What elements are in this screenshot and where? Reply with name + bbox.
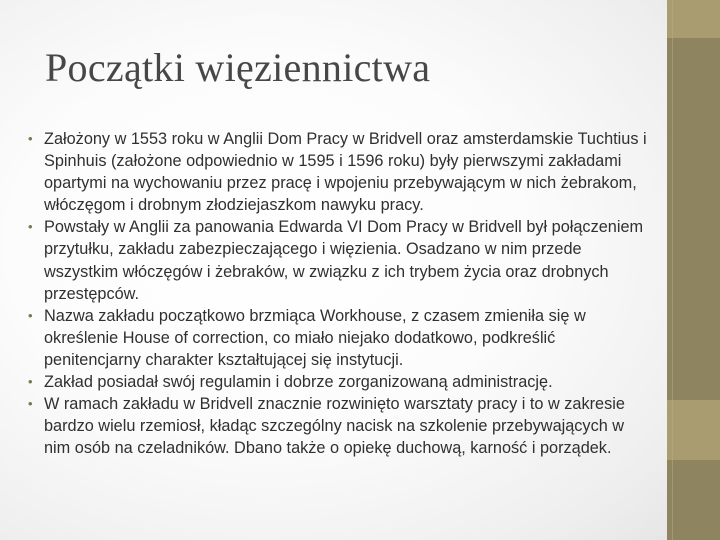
bullet-item	[28, 216, 653, 304]
bullet-icon: •	[28, 307, 33, 323]
bullet-item	[28, 371, 653, 393]
bullet-icon: •	[28, 396, 33, 412]
bullet-text: Zakład posiadał swój regulamin i dobrze zorganizowaną administrację.	[44, 373, 553, 392]
sidebar-accent-bottom	[667, 400, 720, 460]
bullet-list	[28, 128, 653, 459]
bullet-text: Nazwa zakładu początkowo brzmiąca Workhouse, z czasem zmieniła się w określenie House of correction, co miało niejako dodatkowo, podkreślić penitencjarny charakter kształtującej się instytucji.	[44, 306, 586, 369]
bullet-icon: •	[28, 219, 33, 235]
bullet-item	[28, 393, 653, 459]
slide-title: Początki więziennictwa	[45, 45, 431, 90]
bullet-item	[28, 305, 653, 371]
bullet-text: Powstały w Anglii za panowania Edwarda VI Dom Pracy w Bridvell był połączeniem przytułku, zakładu zabezpieczającego i więzienia. Osadzano w nim przede wszystkim włóczęgów i żebraków, w związku z ich trybem życia oraz drobnych przestępców.	[44, 218, 644, 303]
sidebar-accent-top	[667, 0, 720, 38]
bullet-icon: •	[28, 374, 33, 390]
sidebar-divider	[672, 0, 673, 540]
bullet-text: W ramach zakładu w Bridvell znacznie rozwinięto warsztaty pracy i to w zakresie bardzo wielu rzemiosł, kładąc szczególny nacisk na szkolenie przebywających w nim osób na czeladników. Dbano także o opiekę duchową, karność i porządek.	[44, 395, 625, 458]
bullet-icon: •	[28, 131, 33, 146]
bullet-text: Założony w 1553 roku w Anglii Dom Pracy w Bridvell oraz amsterdamskie Tuchtius i Spinhuis (założone odpowiednio w 1595 i 1596 roku) były pierwszymi zakładami opartymi na wychowaniu przez pracę i wpojeniu przebywającym w nich żebrakom, włóczęgom i drobnym złodziejaszkom nawyku pracy.	[44, 130, 647, 215]
bullet-item	[28, 128, 653, 216]
